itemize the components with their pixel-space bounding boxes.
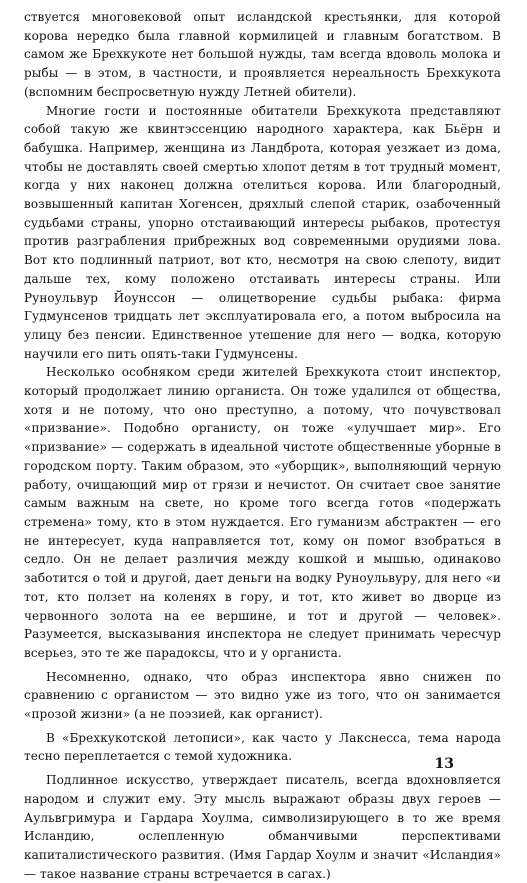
paragraph-continuation: ствуется многовековой опыт исландской крестьянки, для которой корова нередко была главной кормилицей и главным богатством. В самом же Брехкукоте нет большой нужды, там всегда вдоволь молока и рыбы — в этом, в частности, и проявляется нереальность Брехкукота (вспомним беспросветную нужду Летней обители). [24, 10, 501, 99]
paragraph-guests: Многие гости и постоянные обитатели Брехкукота представляют собой такую же квинтэссенцию народного характера, как Бьёрн и бабушка. Например, женщина из Ландброта, которая уезжает из дома, чтобы не доставлять своей смертью хлопот детям в тот трудный момент, когда у них наконец должна отелиться корова. Или благородный, возвышенный капитан Хогенсен, дряхлый слепой старик, озабоченный судьбами страны, упорно отстаивающий интересы рыбаков, протестуя против разграбления прибрежных вод современными орудиями лова. Вот кто подлинный патриот, вот кто, несмотря на свою слепоту, видит дальше тех, кому положено отстаивать интересы страны. Или Руноульвур Йоунссон — олицетворение судьбы рыбака: фирма Гудмунсенов тридцать лет эксплуатировала его, а потом выбросила на улицу без пенсии. Единственное утешение для него — водка, которую научили его пить опять-таки Гудмунсены. [24, 103, 501, 361]
book-page [24, 8, 501, 881]
body-text [24, 8, 501, 883]
page-number: 13 [434, 756, 454, 772]
paragraph-chronicle-theme: В «Брехкукотской летописи», как часто у Лакснесса, тема народа тесно переплетается с темой художника. [24, 730, 501, 764]
paragraph-true-art: Подлинное искусство, утверждает писатель, всегда вдохновляется народом и служит ему. Эту мысль выражают образы двух героев — Аульвгримура и Гардара Хоулма, символизирующего в то же время Исландию, ослепленную обманчивыми перспективами капиталистического развития. (Имя Гардар Хоулм и значит «Исландия» — такое название страны встречается в сагах.) [24, 773, 501, 881]
paragraph-inspector: Несколько особняком среди жителей Брехкукота стоит инспектор, который продолжает линию органиста. Он тоже удалился от общества, хотя и не потому, что оно преступно, а потому, что почувствовал «призвание». Подобно органисту, он тоже «улучшает мир». Его «призвание» — содержать в идеальной чистоте общественные уборные в городском порту. Таким образом, это «уборщик», выполняющий черную работу, очищающий мир от грязи и нечистот. Он считает свое занятие самым важным на свете, но кроме того всегда готов «подержать стремена» тому, кто в этом нуждается. Его гуманизм абстрактен — его не интересует, куда направляется тот, кому он помог взобраться в седло. Он не делает различия между кошкой и мышью, одинаково заботится о той и другой, дает деньги на водку Руноульвуру, для него «и тот, кто ползет на коленях в гору, и тот, кто живет во дворце из червонного золота на ее вершине, и тот и другой — человек». Разумеется, высказывания инспектора не следует принимать чересчур всерьез, это те же парадоксы, что и у органиста. [24, 365, 501, 660]
paragraph-inspector-comparison: Несомненно, однако, что образ инспектора явно снижен по сравнению с органистом — это видно уже из того, что он занимается «прозой жизни» (а не поэзией, как органист). [24, 669, 501, 722]
